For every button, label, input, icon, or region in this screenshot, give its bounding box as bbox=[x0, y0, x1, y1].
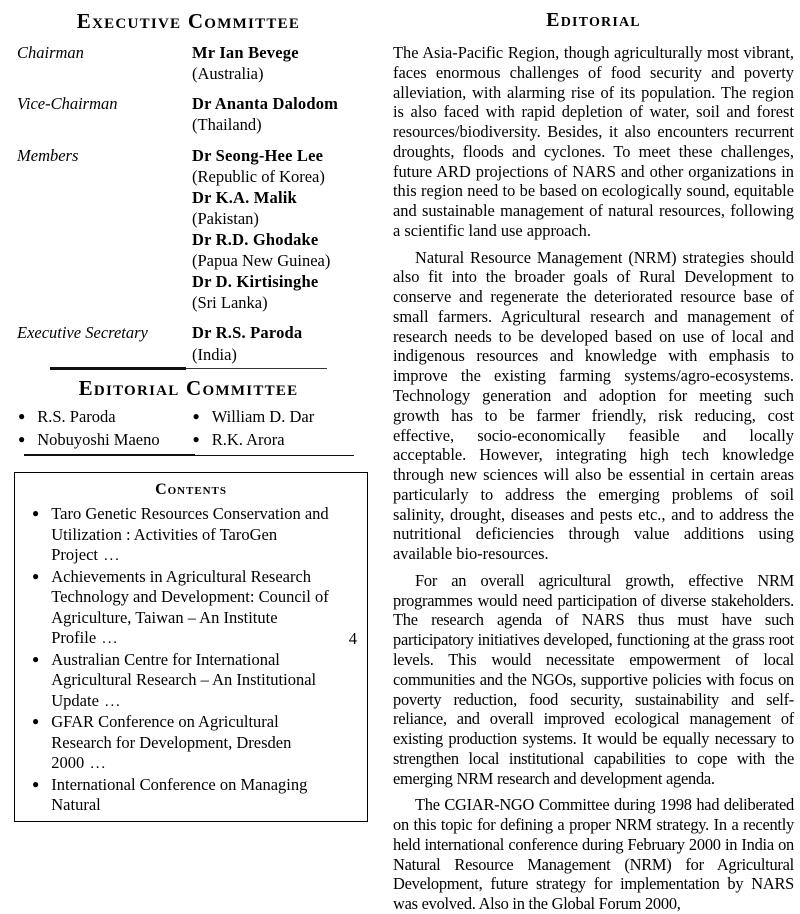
list-item[interactable] bbox=[21, 650, 361, 712]
roster-entry bbox=[192, 229, 369, 271]
editorial-committee-heading: Editorial Committee bbox=[78, 375, 299, 400]
member-name: Dr R.D. Ghodake bbox=[192, 230, 319, 250]
executive-committee-roster bbox=[8, 42, 369, 365]
editorial-member-name: William D. Dar bbox=[211, 406, 315, 426]
left-column bbox=[0, 0, 383, 815]
toc-leader: ... bbox=[104, 693, 122, 710]
roster-row bbox=[8, 42, 369, 93]
member-name: Dr R.S. Paroda bbox=[192, 323, 303, 343]
toc-entry-text bbox=[51, 650, 333, 712]
editorial-committee-members bbox=[8, 407, 369, 450]
list-item[interactable] bbox=[21, 712, 361, 774]
editorial-member-name: Nobuyoshi Maeno bbox=[37, 429, 160, 449]
editorial-paragraph: The Asia-Pacific Region, though agriculturally most vibrant, faces enormous challenges of food security and poverty alleviation, with alarming rise of its population. The region is also faced with rapid depletion of water, soil and forest resources/biodiversity. Besides, it also encounters recurrent droughts, floods and cyclones. To meet these challenges, future ARD projections of NARS and other organizations in this region need to be based on ecologically sound, equitable and sustainable management of natural resources, following a scientific land use approach. bbox=[393, 43, 794, 240]
member-country: (Republic of Korea) bbox=[192, 166, 325, 186]
roster-row bbox=[8, 145, 369, 323]
bullet-icon: ● bbox=[192, 431, 200, 446]
member-country: (India) bbox=[192, 344, 237, 364]
toc-entry-text bbox=[51, 712, 333, 774]
bullet-icon: ● bbox=[32, 776, 40, 791]
member-country: (Thailand) bbox=[192, 115, 262, 135]
toc-title: International Conference on Managing Natural bbox=[51, 774, 308, 815]
list-item[interactable] bbox=[21, 775, 361, 816]
editorial-paragraph: For an overall agricultural growth, effective NRM programmes would need participation of diverse stakeholders. The research agenda of NARS thus must have such participatory initiatives developed, functioning at the grass root levels. This would necessitate empowerment of local communities and the NGOs, supportive policies with focus on poverty reduction, food security, sustainability and self-reliance, and overall improved ecological management of existing production systems. It would be equally necessary to strengthen local institutional capabilities to cope with the emerging NRM research and development agenda. bbox=[393, 570, 794, 788]
executive-committee-heading: Executive Committee bbox=[76, 9, 301, 33]
editorial-paragraph: Natural Resource Management (NRM) strategies should also fit into the broader goals of Rural Development to conserve and regenerate the deteriorated resource base of small farmers. Agricultural research and management of research needs to be developed based on use of local and indigenous resources and knowledge with emphasis to improve the existing farming systems/agro-ecosystems. Technology generation and adoption for meeting such growth has to be farmer friendly, risk reducing, cost effective, socio-economically feasible and locally acceptable. However, integrating high tech knowledge through new sciences will also be essential in certain areas particularly to address the emerging problems of soil salinity, drought, diseases and pests etc., and to address the nutritional deficiencies through value additions using available bio-resources. bbox=[393, 247, 794, 564]
editorial-member-name: R.S. Paroda bbox=[37, 406, 116, 426]
bullet-icon: ● bbox=[18, 431, 26, 446]
bullet-icon: ● bbox=[32, 506, 40, 521]
roster-person-cell bbox=[192, 322, 369, 364]
bullet-icon: ● bbox=[32, 651, 40, 666]
toc-page-number: 4 bbox=[348, 628, 357, 648]
toc-title: Achievements in Agricultural Research Technology and Development: Council of Agriculture, Taiwan – An Institute Profile bbox=[51, 566, 329, 648]
editorial-paragraph: The CGIAR-NGO Committee during 1998 had deliberated on this topic for defining a proper NRM strategy. In a recently held international conference during February 2000 in India on Natural Resource Management (NRM) for Agricultural Development, future strategy for implementation by NARS was evolved. Also in the Global Forum 2000, bbox=[393, 795, 794, 914]
toc-leader: ... bbox=[102, 631, 119, 648]
roster-entry bbox=[192, 42, 369, 84]
toc-title: Taro Genetic Resources Conservation and Utilization : Activities of TaroGen Project bbox=[51, 504, 329, 565]
roster-person-cell bbox=[192, 93, 369, 144]
list-item[interactable] bbox=[21, 567, 361, 649]
divider-thick-line bbox=[50, 367, 186, 370]
editorial-body bbox=[393, 43, 794, 914]
roster-role-label: Members bbox=[17, 145, 79, 165]
roster-row bbox=[8, 322, 369, 364]
roster-row bbox=[8, 93, 369, 144]
roster-entry bbox=[192, 187, 369, 229]
member-name: Dr Seong-Hee Lee bbox=[192, 145, 324, 165]
toc-leader: ... bbox=[90, 756, 107, 773]
divider-rule-top bbox=[50, 365, 327, 374]
toc-entry-text bbox=[51, 567, 333, 649]
roster-role-label: Chairman bbox=[17, 43, 84, 63]
list-item bbox=[193, 407, 364, 427]
toc-leader: ... bbox=[104, 548, 121, 565]
toc-title: GFAR Conference on Agricultural Research for Development, Dresden 2000 bbox=[51, 712, 292, 773]
contents-heading: Contents bbox=[155, 480, 227, 498]
bullet-icon: ● bbox=[32, 714, 40, 729]
member-country: (Pakistan) bbox=[192, 208, 259, 228]
member-country: (Sri Lanka) bbox=[192, 293, 268, 313]
divider-thick-line bbox=[24, 454, 196, 456]
table-of-contents bbox=[21, 504, 361, 815]
editorial-member-name: R.K. Arora bbox=[211, 429, 285, 449]
toc-title: Australian Centre for International Agricultural Research – An Institutional Update bbox=[51, 649, 317, 710]
roster-role-label: Vice-Chairman bbox=[17, 94, 118, 114]
roster-role-label: Executive Secretary bbox=[17, 323, 148, 343]
list-item bbox=[193, 430, 364, 450]
editorial-heading: Editorial bbox=[546, 9, 641, 31]
member-country: (Australia) bbox=[192, 64, 264, 84]
contents-box bbox=[14, 472, 368, 822]
list-item[interactable] bbox=[21, 504, 361, 566]
roster-entry bbox=[192, 322, 369, 364]
bullet-icon: ● bbox=[18, 408, 26, 423]
roster-entry bbox=[192, 93, 369, 135]
member-name: Dr D. Kirtisinghe bbox=[192, 272, 319, 292]
member-country: (Papua New Guinea) bbox=[192, 251, 331, 271]
bullet-icon: ● bbox=[32, 568, 40, 583]
roster-entry bbox=[192, 145, 369, 187]
roster-person-cell bbox=[192, 145, 369, 323]
list-item bbox=[18, 430, 189, 450]
roster-entry bbox=[192, 271, 369, 313]
list-item bbox=[18, 407, 189, 427]
member-name: Dr Ananta Dalodom bbox=[192, 94, 339, 114]
bullet-icon: ● bbox=[192, 408, 200, 423]
divider-rule-bottom bbox=[24, 452, 354, 460]
right-column bbox=[383, 0, 800, 914]
toc-entry-text bbox=[51, 775, 333, 816]
roster-person-cell bbox=[192, 42, 369, 93]
member-name: Mr Ian Bevege bbox=[192, 43, 299, 63]
member-name: Dr K.A. Malik bbox=[192, 187, 297, 207]
toc-entry-text bbox=[51, 504, 333, 566]
